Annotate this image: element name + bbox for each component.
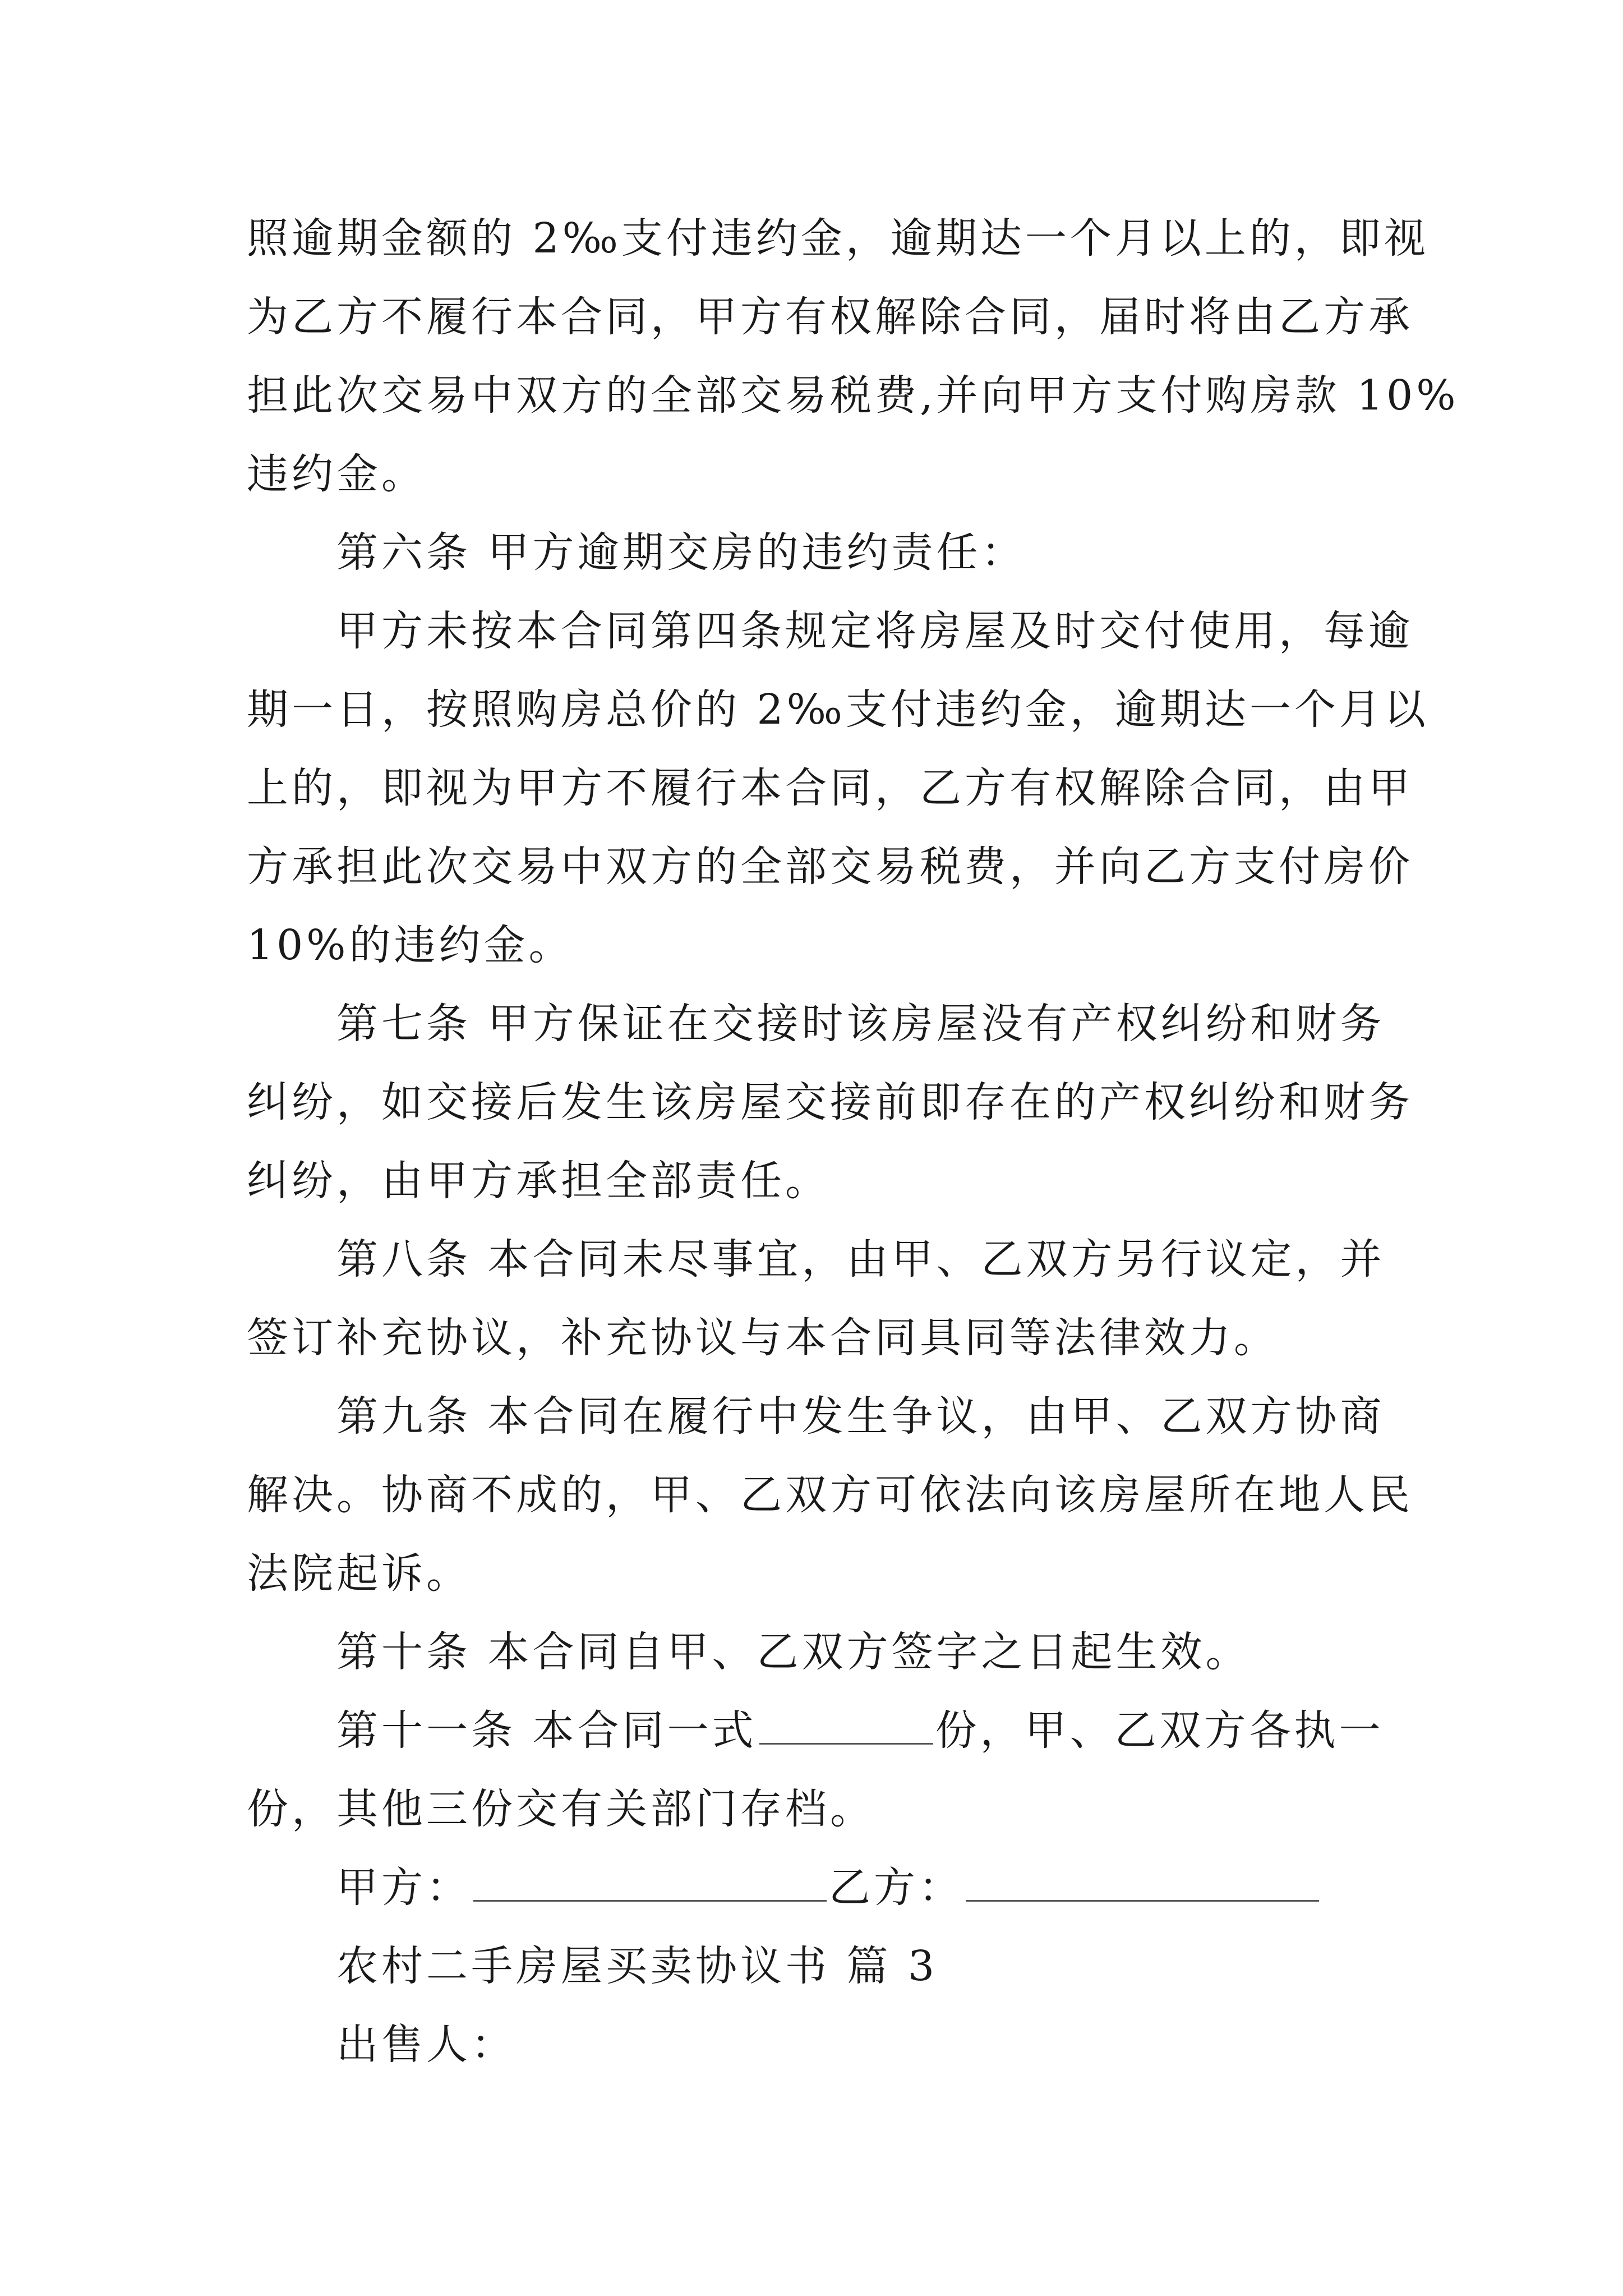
- text-line: 担此次交易中双方的全部交易税费,并向甲方支付购房款 10%: [247, 371, 1459, 420]
- text-line: 法院起诉。: [247, 1549, 471, 1598]
- clause-10: 第十条 本合同自甲、乙双方签字之日起生效。: [336, 1628, 1251, 1676]
- text-line: 违约金。: [247, 450, 426, 498]
- text-line: 10%的违约金。: [247, 921, 574, 969]
- document-body: [247, 199, 1459, 2084]
- seller-label: 出售人：: [336, 2021, 516, 2069]
- clause-9: 第九条 本合同在履行中发生争议，由甲、乙双方协商: [336, 1392, 1385, 1441]
- clause-7: 第七条 甲方保证在交接时该房屋没有产权纠纷和财务: [336, 1000, 1385, 1048]
- clause-11: [247, 1691, 1391, 1770]
- clause-11-text: 第十一条 本合同一式: [336, 1706, 757, 1755]
- section-title: 农村二手房屋买卖协议书 篇 3: [336, 1942, 938, 1990]
- text-line: 方承担此次交易中双方的全部交易税费，并向乙方支付房价: [247, 843, 1413, 891]
- text-line: 解决。协商不成的，甲、乙双方可依法向该房屋所在地人民: [247, 1471, 1413, 1519]
- text-line: 签订补充协议，补充协议与本合同具同等法律效力。: [247, 1314, 1279, 1362]
- party-a-label: 甲方：: [336, 1864, 471, 1912]
- text-line: 上的，即视为甲方不履行本合同，乙方有权解除合同，由甲: [247, 764, 1413, 812]
- party-b-signature-blank[interactable]: [966, 1863, 1319, 1902]
- party-b-label: 乙方：: [829, 1864, 963, 1912]
- clause-6-heading: 第六条 甲方逾期交房的违约责任：: [336, 528, 1026, 577]
- text-line: 为乙方不履行本合同，甲方有权解除合同，届时将由乙方承: [247, 293, 1413, 341]
- text-line: 期一日，按照购房总价的 2‰支付违约金，逾期达一个月以: [247, 685, 1429, 734]
- text-line: 纠纷，如交接后发生该房屋交接前即存在的产权纠纷和财务: [247, 1078, 1413, 1126]
- text-line: 份，其他三份交有关部门存档。: [247, 1785, 875, 1833]
- text-line: 纠纷，由甲方承担全部责任。: [247, 1157, 830, 1205]
- clause-11-text: 份，甲、乙双方各执一: [935, 1706, 1384, 1755]
- signature-line: [247, 1848, 1391, 1927]
- text-line: 甲方未按本合同第四条规定将房屋及时交付使用，每逾: [336, 607, 1413, 655]
- party-a-signature-blank[interactable]: [473, 1863, 827, 1902]
- clause-8: 第八条 本合同未尽事宜，由甲、乙双方另行议定，并: [336, 1235, 1385, 1283]
- copies-blank[interactable]: [759, 1706, 933, 1745]
- text-line: 照逾期金额的 2‰支付违约金，逾期达一个月以上的，即视: [247, 214, 1429, 263]
